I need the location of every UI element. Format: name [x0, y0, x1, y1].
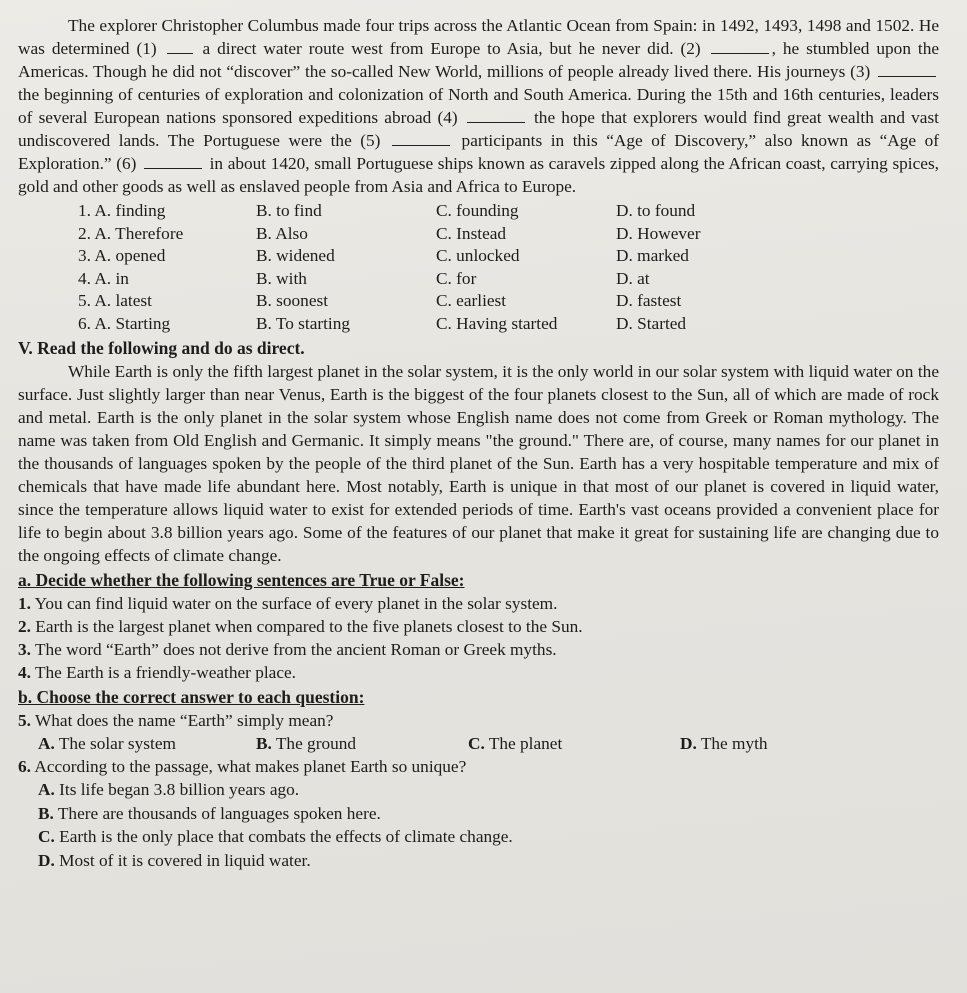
item-number: 2.	[18, 617, 31, 636]
option-2b: B. Also	[256, 223, 308, 243]
question-text: According to the passage, what makes planet Earth so unique?	[34, 757, 467, 776]
q5-option-a: A. The solar system	[38, 734, 176, 753]
cloze-text: The explorer Christopher Columbus made four trips across the Atlantic Ocean from Spain: in 1492, 1493, 1498 and 1502. He was determined (1)	[18, 16, 939, 58]
item-text: The Earth is a friendly-weather place.	[34, 663, 296, 682]
q5-option-d: D. The myth	[680, 734, 768, 753]
item-text: You can find liquid water on the surface of every planet in the solar system.	[34, 594, 558, 613]
q6-option-a: A. Its life began 3.8 billion years ago.	[38, 780, 300, 799]
cloze-text: a direct water route west from Europe to Asia, but he never did. (2)	[195, 39, 708, 58]
item-text: Earth is the largest planet when compared to the five planets closest to the Sun.	[35, 617, 583, 636]
option-2a: 2. A. Therefore	[78, 223, 184, 243]
q6-option-d: D. Most of it is covered in liquid water.	[38, 850, 311, 870]
option-3a: 3. A. opened	[78, 246, 166, 265]
option-5c: C. earliest	[436, 291, 507, 310]
tf-item-3	[18, 638, 939, 661]
cloze-text: the beginning of centuries of exploration and colonization of North and South America. During the 15th and 16th centuries, leaders of several European nations sponsored expeditions abroad (4)	[18, 85, 939, 127]
option-3d: D. marked	[616, 246, 689, 265]
cloze-passage	[18, 14, 939, 198]
q6-option-b: B. There are thousands of languages spoken here.	[38, 803, 381, 823]
option-4d: D. at	[616, 268, 650, 288]
question-text: What does the name “Earth” simply mean?	[34, 711, 334, 730]
tf-item-2	[18, 615, 939, 638]
cloze-text: the hope that explorers would find great wealth and vast undiscovered lands. The Portuguese were the (5)	[18, 108, 939, 150]
option-6d: D. Started	[616, 313, 687, 333]
option-1c: C. founding	[436, 201, 519, 220]
tf-item-4	[18, 661, 939, 684]
option-3b: B. widened	[256, 246, 335, 265]
item-number: 5.	[18, 711, 31, 730]
item-number: 3.	[18, 640, 31, 659]
option-5a: 5. A. latest	[78, 291, 152, 310]
blank-4	[467, 107, 525, 123]
part-b-title: b. Choose the correct answer to each question:	[18, 687, 365, 707]
blank-1	[167, 38, 193, 54]
item-number: 6.	[18, 757, 31, 776]
item-number: 4.	[18, 663, 31, 682]
option-6c: C. Having started	[436, 313, 558, 333]
blank-3	[878, 61, 936, 77]
option-5d: D. fastest	[616, 291, 682, 310]
q5-option-c: C. The planet	[468, 734, 563, 753]
part-a-title: a. Decide whether the following sentences are True or False:	[18, 570, 465, 590]
option-1b: B. to find	[256, 201, 322, 220]
question-6-options	[18, 778, 939, 872]
section-v-title: V. Read the following and do as direct.	[18, 338, 305, 358]
cloze-text: , he stumbled upon the Americas. Though he did not “discover” the so-called New World, millions of people already lived there. His journeys (3)	[18, 39, 940, 81]
cloze-text: participants in this “Age of Discovery,” also known as “Age of Exploration.” (6)	[18, 131, 939, 173]
tf-item-1	[18, 592, 939, 615]
option-6b: B. To starting	[256, 313, 350, 333]
cloze-options	[18, 200, 939, 335]
option-1a: 1. A. finding	[78, 201, 166, 220]
option-3c: C. unlocked	[436, 246, 520, 265]
question-6	[18, 755, 939, 778]
item-text: The word “Earth” does not derive from the ancient Roman or Greek myths.	[34, 640, 557, 659]
cloze-text: in about 1420, small Portuguese ships known as caravels zipped along the African coast, carrying spices, gold and other goods as well as enslaved people from Asia and Africa to Europe.	[18, 154, 939, 196]
blank-2	[711, 38, 769, 54]
blank-5	[392, 130, 450, 146]
q5-option-b: B. The ground	[256, 734, 357, 753]
option-5b: B. soonest	[256, 291, 329, 310]
earth-passage: While Earth is only the fifth largest planet in the solar system, it is the only world in our solar system with liquid water on the surface. Just slightly larger than near Venus, Earth is the biggest of the four planets closest to the Sun, all of which are made of rock and metal. Earth is the only planet in the solar system whose English name does not come from Greek or Roman mythology. The name was taken from Old English and Germanic. It simply means "the ground." There are, of course, many names for our planet in the thousands of languages spoken by the people of the third planet of the Sun. Earth has a very hospitable temperature and mix of chemicals that have made life abundant here. Most notably, Earth is unique in that most of our planet is covered in liquid water, since the temperature allows liquid water to exist for extended periods of time. Earth's vast oceans provided a convenient place for life to begin about 3.8 billion years ago. Some of the features of our planet that make it great for sustaining life are changing due to the ongoing effects of climate change.	[18, 362, 939, 565]
option-4b: B. with	[256, 268, 307, 288]
option-2d: D. However	[616, 223, 701, 243]
item-number: 1.	[18, 594, 31, 613]
question-5-options	[18, 732, 939, 755]
option-6a: 6. A. Starting	[78, 313, 171, 333]
q6-option-c: C. Earth is the only place that combats the effects of climate change.	[38, 827, 513, 846]
question-5	[18, 709, 939, 732]
option-2c: C. Instead	[436, 223, 507, 243]
option-4a: 4. A. in	[78, 268, 129, 288]
option-4c: C. for	[436, 268, 477, 288]
option-1d: D. to found	[616, 201, 696, 220]
blank-6	[144, 153, 202, 169]
